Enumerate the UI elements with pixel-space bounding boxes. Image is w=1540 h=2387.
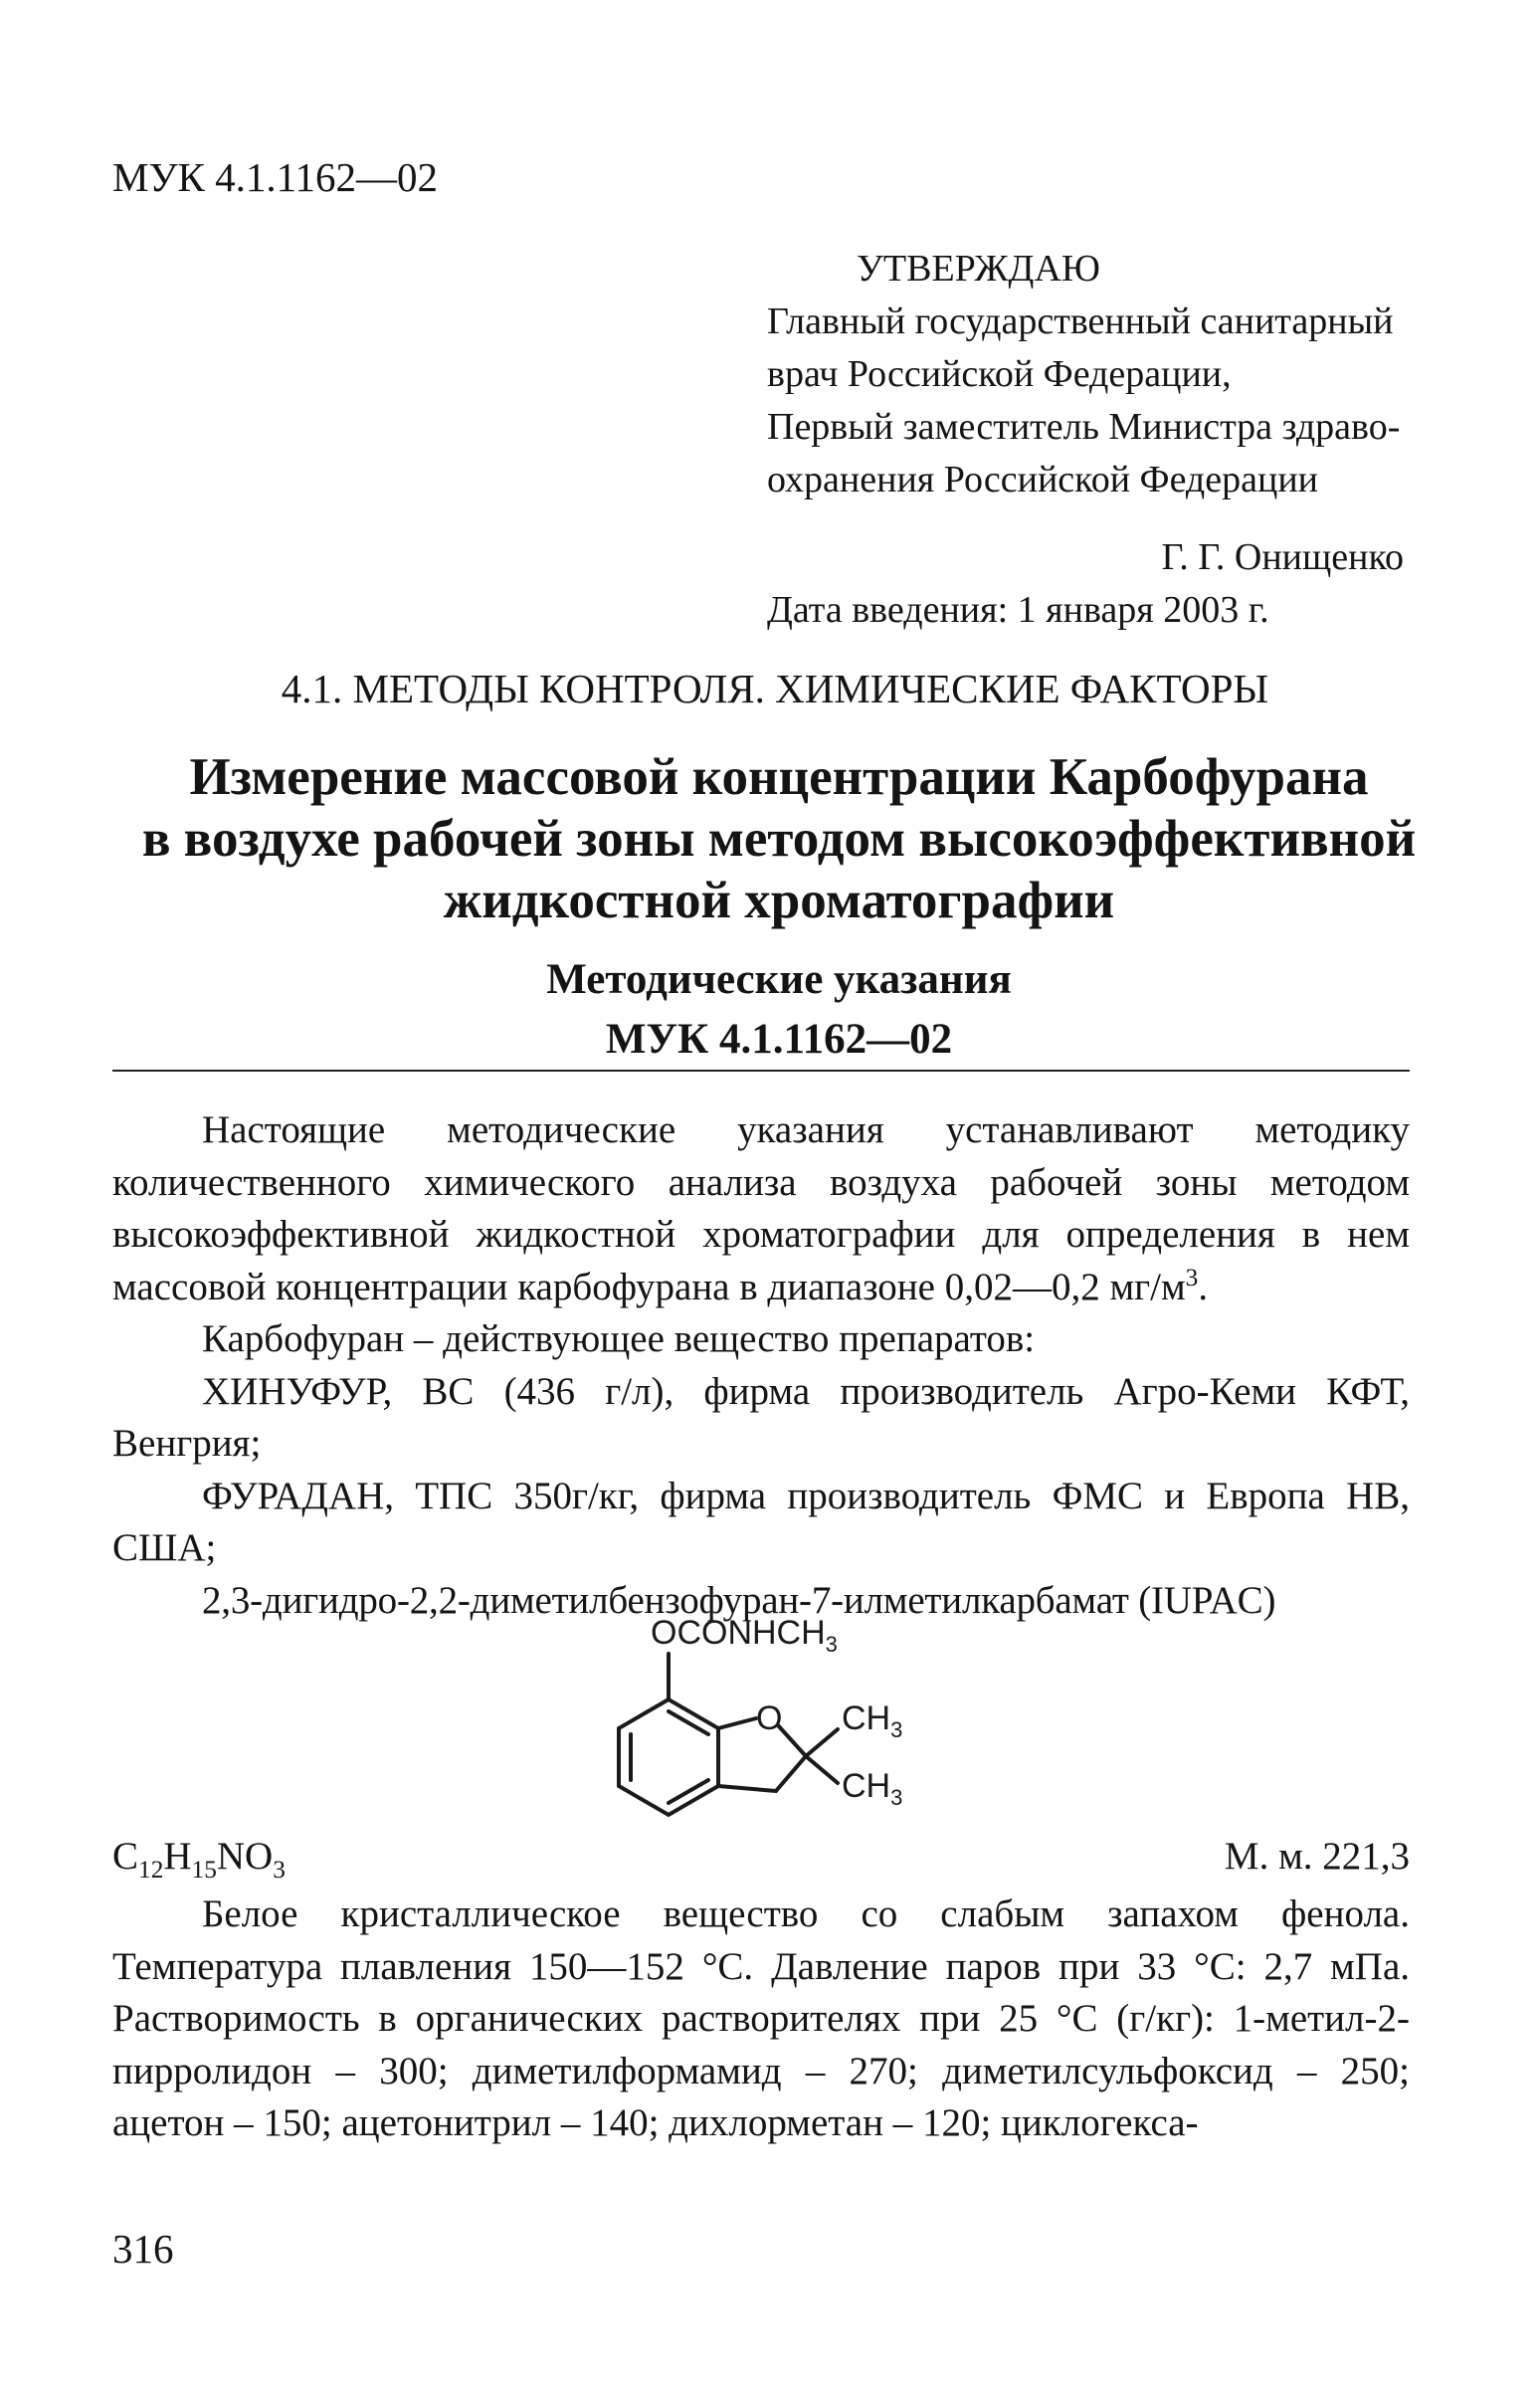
approval-block <box>767 243 1404 637</box>
horizontal-rule <box>112 1070 1410 1072</box>
properties-text <box>112 1889 1410 2150</box>
active-substance-paragraph: Карбофуран – действующее вещество препаратов: <box>202 1317 1036 1360</box>
product-paragraph: ХИНУФУР, ВС (436 г/л), фирма производитель Агро-Кеми КФТ, Венгрия; <box>112 1369 1410 1465</box>
molecular-formula: $C_{12}H_{15}NO_3$ <box>112 1835 286 1884</box>
furan-bond <box>776 1756 806 1791</box>
title-line: Измерение массовой концентрации Карбофурана <box>189 748 1369 806</box>
furan-bond <box>718 1786 776 1791</box>
methyl-bond <box>806 1756 838 1783</box>
methyl-label: $CH_3$ <box>842 1699 903 1742</box>
methyl-label: $CH_3$ <box>842 1767 903 1810</box>
ring-oxygen-label: O <box>756 1699 783 1737</box>
approval-line: охранения Российской Федерации <box>767 459 1319 500</box>
document-subtitle <box>0 950 1540 1070</box>
body-text <box>112 1104 1410 1627</box>
methyl-bond <box>806 1729 838 1756</box>
document-code: МУК 4.1.1162—02 <box>112 154 439 200</box>
product-paragraph: ФУРАДАН, ТПС 350г/кг, фирма производитель ФМС и Европа НВ, США; <box>112 1474 1410 1569</box>
approval-signatory: Г. Г. Онищенко <box>1161 536 1404 578</box>
double-bond <box>669 1711 708 1734</box>
carbofuran-structure <box>607 1592 985 1821</box>
subtitle-code: МУК 4.1.1162—02 <box>605 1016 953 1063</box>
furan-bond <box>718 1718 756 1728</box>
approval-heading: УТВЕРЖДАЮ <box>857 248 1100 290</box>
iupac-name-paragraph: 2,3-дигидро-2,2-диметилбензофуран-7-илметилкарбамат (IUPAC) <box>202 1578 1276 1622</box>
approval-date: Дата введения: 1 января 2003 г. <box>767 589 1269 631</box>
structural-formula-diagram <box>607 1592 985 1821</box>
intro-paragraph: Настоящие методические указания устанавливают методику количественного химического анализа воздуха рабочей зоны методом высокоэффективной жидкостной хроматографии для определения в нем массовой концентрации карбофурана в диапазоне 0,02—0,2 $мг/м^3$. <box>112 1108 1410 1308</box>
double-bond <box>669 1780 708 1803</box>
subtitle-kind: Методические указания <box>546 956 1012 1003</box>
approval-line: врач Российской Федерации, <box>767 353 1232 395</box>
molecular-weight: М. м. 221,3 <box>1224 1835 1410 1878</box>
page-number: 316 <box>112 2226 174 2272</box>
formula-row <box>112 1834 1410 1884</box>
document-title <box>0 746 1540 931</box>
title-line: в воздухе рабочей зоны методом высокоэффективной <box>141 810 1417 868</box>
approval-line: Первый заместитель Министра здраво- <box>767 406 1401 448</box>
properties-paragraph: Белое кристаллическое вещество со слабым запахом фенола. Температура плавления 150—152 °С. Давление паров при 33 °С: 2,7 мПа. Растворимость в органических растворителях при 25 °С (г/кг): 1-метил-2-пирролидон – 300; диметилформамид – 270; диметилсульфоксид – 250; ацетон – 150; ацетонитрил – 140; дихлорметан – 120; циклогекса- <box>112 1892 1410 2144</box>
approval-line: Главный государственный санитарный <box>767 300 1394 342</box>
substituent-label: $OCONHCH_3$ <box>651 1614 838 1657</box>
section-heading: 4.1. МЕТОДЫ КОНТРОЛЯ. ХИМИЧЕСКИЕ ФАКТОРЫ <box>281 666 1269 711</box>
title-line: жидкостной хроматографии <box>443 872 1115 929</box>
benzene-ring <box>619 1699 718 1815</box>
